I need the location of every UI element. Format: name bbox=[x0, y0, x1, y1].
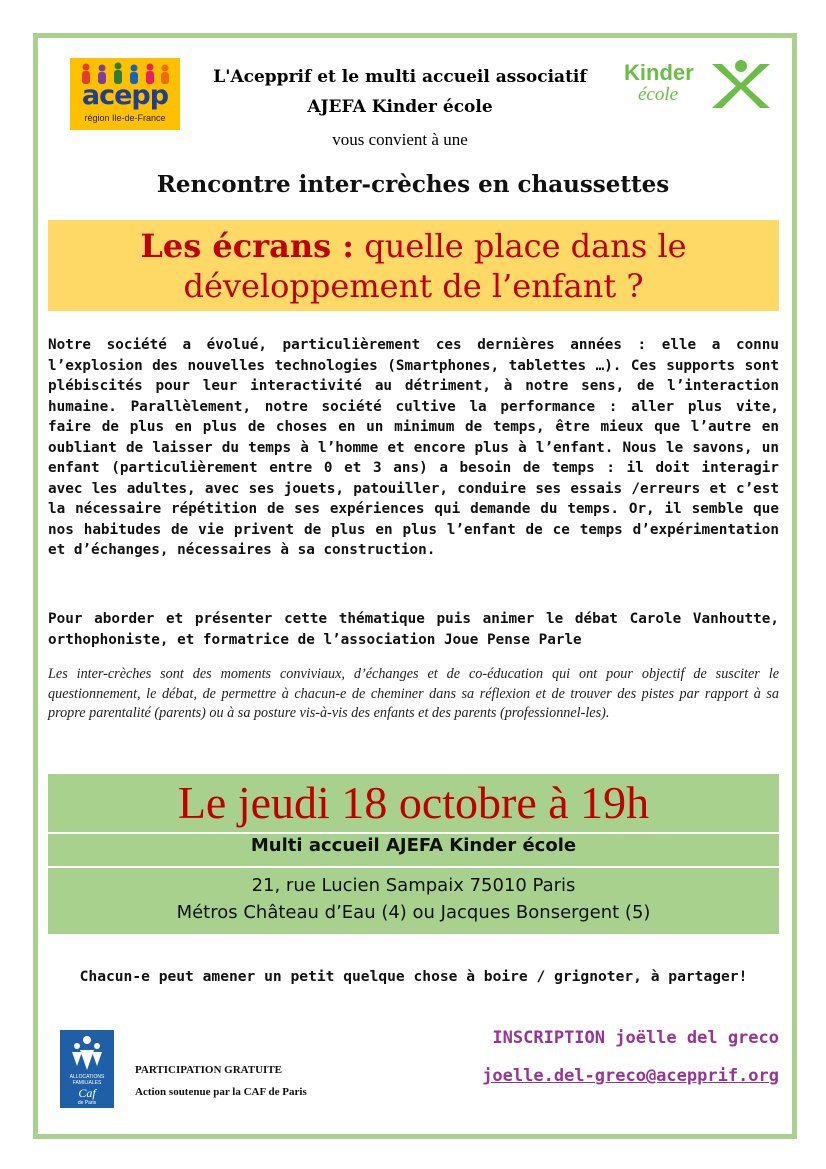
event-venue: Multi accueil AJEFA Kinder école bbox=[250, 835, 577, 856]
kinder-mark-icon bbox=[708, 58, 774, 112]
address-metro: Métros Château d’Eau (4) ou Jacques Bonsergent (5) bbox=[176, 902, 651, 923]
event-title: Rencontre inter-crèches en chaussettes bbox=[156, 171, 670, 198]
caf-top-text: ALLOCATIONS FAMILIALES bbox=[69, 1074, 105, 1086]
topic-heading-line2: développement de l’enfant ? bbox=[183, 267, 644, 305]
inscription-contact: INSCRIPTION joëlle del greco bbox=[492, 1028, 779, 1048]
topic-heading-rest: quelle place dans le bbox=[354, 227, 687, 265]
acepp-logo bbox=[70, 58, 180, 130]
caf-emblem-icon bbox=[60, 1030, 114, 1074]
caf-logo bbox=[60, 1030, 114, 1108]
header-line-3: vous convient à une bbox=[332, 130, 468, 149]
topic-heading bbox=[48, 226, 779, 306]
acepp-logo-name: acepp bbox=[81, 80, 169, 111]
intro-paragraph: Notre société a évolué, particulièrement ces dernières années : elle a connu l’explosion des nouvelles technologies (Smartphones, tablettes …). Ces supports sont plébiscités pour leur interactivité au détriment, à notre sens, de l’interaction humaine. Parallèlement, notre société cultive la performance : aller plus vite, faire de plus en plus de choses en un minimum de temps, être mieux que l’autre en oubliant de laisser du temps à l’homme et encore plus à l’enfant. Nous le savons, un enfant (particulièrement entre 0 et 3 ans) a besoin de temps : il doit interagir avec les adultes, avec ses jouets, patouiller, conduire ses essais /erreurs et c’est la nécessaire répétition de ses expériences qui demande du temps. Or, il semble que nos habitudes de vie privent de plus en plus l’enfant de ce temps d’expérimentation et d’échanges, nécessaires à sa construction. bbox=[48, 337, 779, 558]
speaker-paragraph: Pour aborder et présenter cette thématique puis animer le débat Carole Vanhoutte, orthophoniste, et formatrice de l’association Joue Pense Parle bbox=[48, 611, 779, 648]
contact-email-link[interactable]: joelle.del-greco@acepprif.org bbox=[482, 1066, 779, 1086]
support-label: Action soutenue par la CAF de Paris bbox=[135, 1086, 307, 1098]
kinder-ecole-logo bbox=[620, 58, 780, 118]
caf-city: de Paris bbox=[77, 1100, 97, 1106]
topic-heading-bold: Les écrans : bbox=[140, 227, 355, 265]
header-line-1: L'Acepprif et le multi accueil associatif bbox=[213, 67, 587, 87]
participation-label: PARTICIPATION GRATUITE bbox=[135, 1064, 283, 1076]
topic-banner bbox=[48, 220, 779, 311]
inter-creches-note: Les inter-crèches sont des moments conviviaux, d’échanges et de co-éducation qui ont pour objectif de susciter le questionnement, le débat, de permettre à chacun-e de cheminer dans sa réflexion et de trouver des pistes par rapport à sa propre parentalité (parents) ou à sa posture vis-à-vis des enfants et des parents (professionnel-les). bbox=[48, 666, 779, 721]
address-street: 21, rue Lucien Sampaix 75010 Paris bbox=[251, 875, 576, 896]
bring-note: Chacun-e peut amener un petit quelque chose à boire / grignoter, à partager! bbox=[79, 968, 748, 985]
kinder-logo-word: Kinder bbox=[624, 60, 694, 85]
acepp-logo-region: région Ile-de-France bbox=[84, 113, 166, 123]
date-venue-box bbox=[48, 774, 779, 934]
event-date: Le jeudi 18 octobre à 19h bbox=[177, 777, 650, 828]
event-address bbox=[48, 872, 779, 926]
kinder-logo-sub: école bbox=[638, 84, 679, 105]
divider bbox=[48, 866, 779, 868]
divider bbox=[48, 832, 779, 834]
caf-name: Caf bbox=[78, 1086, 96, 1100]
header-line-2: AJEFA Kinder école bbox=[307, 97, 493, 117]
